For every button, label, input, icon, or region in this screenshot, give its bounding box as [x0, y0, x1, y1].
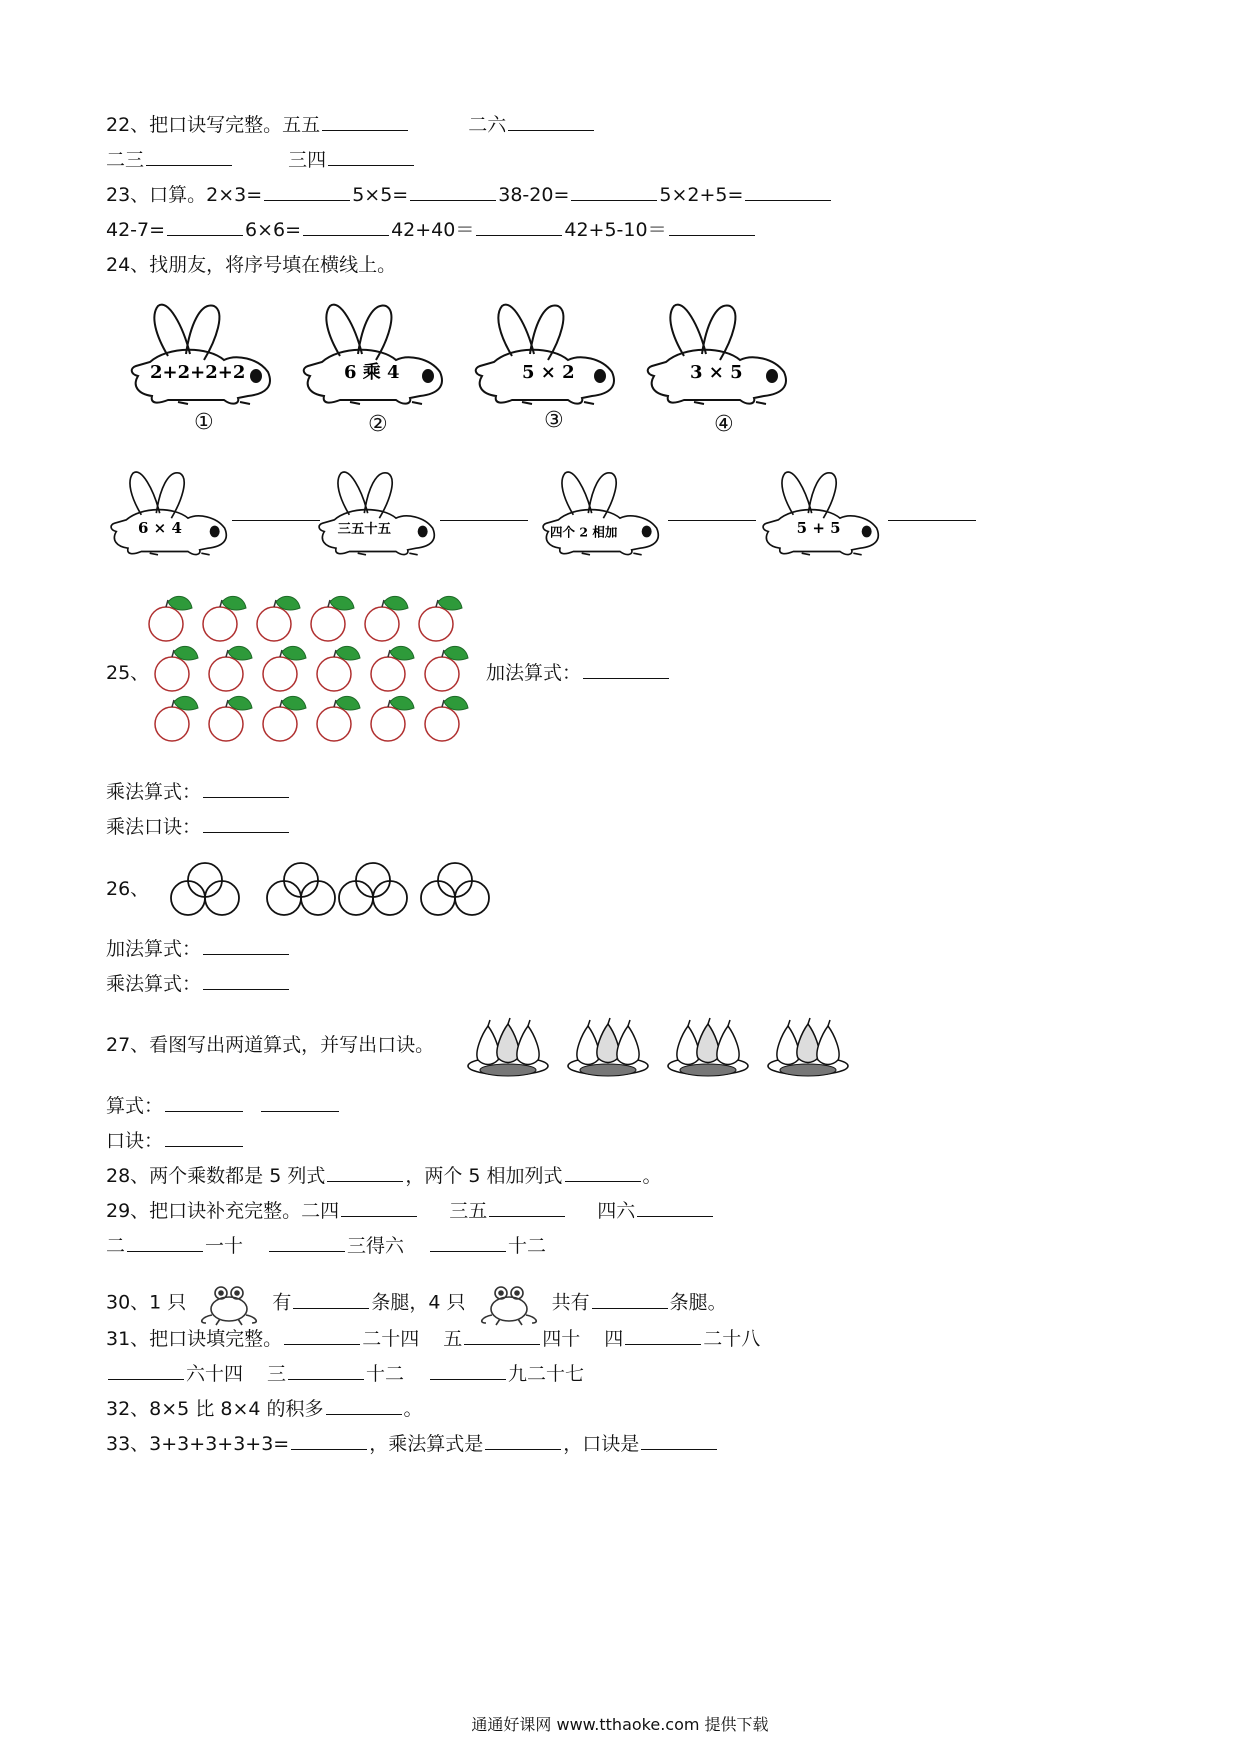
q23-expr: 23、口算。2×3= — [106, 184, 263, 206]
answer-blank[interactable] — [637, 1198, 713, 1217]
q24-prompt: 24、找朋友，将序号填在横线上。 — [106, 254, 397, 276]
q30-text-c: 条腿，4 只 — [371, 1291, 466, 1314]
answer-blank[interactable] — [203, 779, 289, 798]
pear-plate-icon — [668, 1018, 748, 1076]
q22-line2 — [106, 147, 416, 173]
q30-text-a: 30、1 只 — [106, 1291, 187, 1314]
q23-expr: 5×5= — [352, 184, 409, 206]
rabbit-4-label: 3 × 5 — [690, 362, 743, 383]
circle-shape — [267, 881, 301, 915]
circle-shape — [339, 881, 373, 915]
rabbit-8-label: 5 + 5 — [796, 519, 841, 538]
q26-add-line — [106, 936, 291, 962]
rabbit-7 — [540, 464, 665, 559]
answer-blank[interactable] — [430, 1361, 506, 1380]
circles-picture — [168, 862, 498, 920]
q29-item-d: 一十 — [205, 1235, 244, 1257]
apple-icon — [203, 596, 246, 641]
apples-picture — [146, 592, 476, 748]
answer-blank[interactable] — [326, 1396, 402, 1415]
apple-icon — [257, 596, 300, 641]
pears-picture — [462, 1012, 854, 1082]
answer-blank[interactable] — [293, 1290, 369, 1309]
answer-blank[interactable] — [341, 1198, 417, 1217]
q31-prompt: 31、把口诀填完整。 — [106, 1328, 283, 1350]
answer-blank[interactable] — [291, 1431, 367, 1450]
answer-blank[interactable] — [328, 147, 414, 166]
q31-item-c: 四十 — [542, 1328, 581, 1350]
q31-item-g: 三 — [267, 1363, 287, 1385]
answer-blank[interactable] — [108, 1361, 184, 1380]
q22-item-b: 二三 — [106, 149, 145, 171]
answer-blank[interactable] — [888, 520, 976, 521]
q28-line — [106, 1163, 662, 1189]
q29-item-e: 三得六 — [347, 1235, 405, 1257]
q22-item-a: 二六 — [468, 114, 507, 136]
q27-formula-label: 算式： — [106, 1095, 164, 1117]
q23-line1 — [106, 182, 833, 208]
rabbit-1-label: 2+2+2+2 — [150, 362, 246, 383]
q33-text-a: 33、3+3+3+3+3= — [106, 1433, 290, 1455]
apple-icon — [209, 646, 252, 691]
frog-icon — [472, 1279, 546, 1327]
apple-icon — [155, 646, 198, 691]
rabbit-2-label: 6 乘 4 — [344, 362, 400, 383]
apple-icon — [155, 696, 198, 741]
q32-line — [106, 1396, 423, 1422]
answer-blank[interactable] — [476, 217, 562, 236]
rabbit-number-1: ① — [194, 410, 214, 435]
apple-icon — [263, 696, 306, 741]
apple-icon — [371, 696, 414, 741]
rabbit-2 — [300, 296, 450, 408]
q30-text-b: 有 — [272, 1291, 292, 1314]
q27-formula-line — [106, 1093, 341, 1119]
answer-blank[interactable] — [430, 1233, 506, 1252]
rabbit-6-label: 三五十五 — [337, 521, 391, 538]
q28-text-a: 28、两个乘数都是 5 列式 — [106, 1165, 326, 1187]
answer-blank[interactable] — [565, 1163, 641, 1182]
q29-line2 — [106, 1233, 546, 1259]
answer-blank[interactable] — [261, 1093, 339, 1112]
pear-plate-icon — [568, 1018, 648, 1076]
rabbit-1 — [128, 296, 278, 408]
q31-item-a: 二十四 — [362, 1328, 420, 1350]
q23-line2 — [106, 217, 757, 243]
rabbit-3-label: 5 × 2 — [522, 362, 575, 383]
answer-blank[interactable] — [592, 1290, 668, 1309]
q31-line2 — [106, 1361, 584, 1387]
q23-expr: 38-20= — [498, 184, 570, 206]
apple-icon — [317, 696, 360, 741]
apple-icon — [419, 596, 462, 641]
q27-rhyme-label: 口诀： — [106, 1130, 164, 1152]
answer-blank[interactable] — [641, 1431, 717, 1450]
answer-blank[interactable] — [167, 217, 243, 236]
q23-expr: 5×2+5= — [659, 184, 744, 206]
answer-blank[interactable] — [440, 520, 528, 521]
rabbit-5 — [108, 464, 233, 559]
answer-blank[interactable] — [264, 182, 350, 201]
q32-text-b: 。 — [403, 1398, 423, 1420]
rabbit-5-label: 6 × 4 — [138, 519, 182, 538]
q29-line1 — [106, 1198, 715, 1224]
q29-item-b: 四六 — [597, 1200, 636, 1222]
rabbit-4 — [644, 296, 794, 408]
answer-blank[interactable] — [203, 814, 289, 833]
rabbit-3 — [472, 296, 622, 408]
q31-line1 — [106, 1326, 760, 1352]
circle-shape — [373, 881, 407, 915]
page-footer: 通通好课网 www.tthaoke.com 提供下载 — [471, 1715, 769, 1734]
answer-blank[interactable] — [508, 112, 594, 131]
answer-blank[interactable] — [284, 1326, 360, 1345]
q33-line — [106, 1431, 719, 1457]
q27-prompt: 27、看图写出两道算式，并写出口诀。 — [106, 1034, 435, 1056]
pear-plate-icon — [468, 1018, 548, 1076]
answer-blank[interactable] — [410, 182, 496, 201]
answer-blank[interactable] — [322, 112, 408, 131]
q25-rhyme-line — [106, 814, 291, 840]
apple-icon — [425, 696, 468, 741]
rabbit-number-4: ④ — [714, 412, 734, 437]
rabbit-number-2: ② — [368, 412, 388, 437]
rabbit-7-label: 四个 2 相加 — [550, 524, 618, 540]
answer-blank[interactable] — [127, 1233, 203, 1252]
q25-mul-line — [106, 779, 291, 805]
circle-shape — [455, 881, 489, 915]
q22-item-c: 三四 — [288, 149, 327, 171]
q33-text-b: ，乘法算式是 — [369, 1433, 484, 1455]
apple-icon — [425, 646, 468, 691]
q26-mul-line — [106, 971, 291, 997]
q29-item-a: 三五 — [449, 1200, 488, 1222]
q30-text-d: 共有 — [551, 1291, 590, 1314]
answer-blank[interactable] — [668, 520, 756, 521]
apple-icon — [365, 596, 408, 641]
answer-blank[interactable] — [669, 217, 755, 236]
answer-blank[interactable] — [583, 660, 669, 679]
answer-blank[interactable] — [485, 1431, 561, 1450]
q26-mul-label: 乘法算式： — [106, 973, 202, 995]
q26-number: 26、 — [106, 878, 150, 900]
answer-blank[interactable] — [203, 971, 289, 990]
frog-icon — [192, 1279, 266, 1327]
q32-text-a: 32、8×5 比 8×4 的积多 — [106, 1398, 324, 1420]
answer-blank[interactable] — [327, 1163, 403, 1182]
q29-prompt: 29、把口诀补充完整。二四 — [106, 1200, 340, 1222]
answer-blank[interactable] — [745, 182, 831, 201]
q23-expr: 42+5-10＝ — [564, 219, 667, 241]
q33-text-c: ，口诀是 — [563, 1433, 640, 1455]
q31-item-b: 五 — [443, 1328, 463, 1350]
q28-text-c: 。 — [642, 1165, 662, 1187]
q31-item-d: 四 — [604, 1328, 624, 1350]
q25-add-label: 加法算式： — [486, 662, 582, 684]
q23-expr: 42+40＝ — [391, 219, 475, 241]
answer-blank[interactable] — [489, 1198, 565, 1217]
q25-rhyme-label: 乘法口诀： — [106, 816, 202, 838]
rabbit-number-3: ③ — [544, 408, 564, 433]
q23-expr: 6×6= — [245, 219, 302, 241]
q22-prompt: 22、把口诀写完整。五五 — [106, 114, 321, 136]
answer-blank[interactable] — [165, 1128, 243, 1147]
rabbit-8 — [760, 464, 885, 559]
q23-expr: 42-7= — [106, 219, 166, 241]
q31-item-e: 二十八 — [703, 1328, 761, 1350]
apple-icon — [209, 696, 252, 741]
q26-add-label: 加法算式： — [106, 938, 202, 960]
answer-blank[interactable] — [269, 1233, 345, 1252]
q31-item-i: 九二十七 — [508, 1363, 585, 1385]
circle-shape — [188, 863, 222, 897]
circle-shape — [284, 863, 318, 897]
q30-text-e: 条腿。 — [669, 1291, 727, 1314]
answer-blank[interactable] — [165, 1093, 243, 1112]
apple-icon — [149, 596, 192, 641]
apple-icon — [317, 646, 360, 691]
q31-item-h: 十二 — [366, 1363, 405, 1385]
answer-blank[interactable] — [232, 520, 320, 521]
circle-shape — [356, 863, 390, 897]
q29-item-c: 二 — [106, 1235, 126, 1257]
pear-plate-icon — [768, 1018, 848, 1076]
apple-icon — [263, 646, 306, 691]
q28-text-b: ，两个 5 相加列式 — [405, 1165, 563, 1187]
q25-add-line — [486, 660, 671, 686]
answer-blank[interactable] — [303, 217, 389, 236]
answer-blank[interactable] — [571, 182, 657, 201]
rabbit-6 — [316, 464, 441, 559]
answer-blank[interactable] — [288, 1361, 364, 1380]
answer-blank[interactable] — [146, 147, 232, 166]
q30-line — [106, 1279, 727, 1327]
circle-shape — [205, 881, 239, 915]
q25-mul-label: 乘法算式： — [106, 781, 202, 803]
q25-number: 25、 — [106, 662, 150, 684]
circle-shape — [301, 881, 335, 915]
q31-item-f: 六十四 — [186, 1363, 244, 1385]
circle-shape — [421, 881, 455, 915]
circle-shape — [438, 863, 472, 897]
answer-blank[interactable] — [203, 936, 289, 955]
apple-icon — [371, 646, 414, 691]
q29-item-f: 十二 — [508, 1235, 547, 1257]
answer-blank[interactable] — [625, 1326, 701, 1345]
apple-icon — [311, 596, 354, 641]
circle-shape — [171, 881, 205, 915]
q22-line1 — [106, 112, 596, 138]
answer-blank[interactable] — [464, 1326, 540, 1345]
q27-rhyme-line — [106, 1128, 245, 1154]
